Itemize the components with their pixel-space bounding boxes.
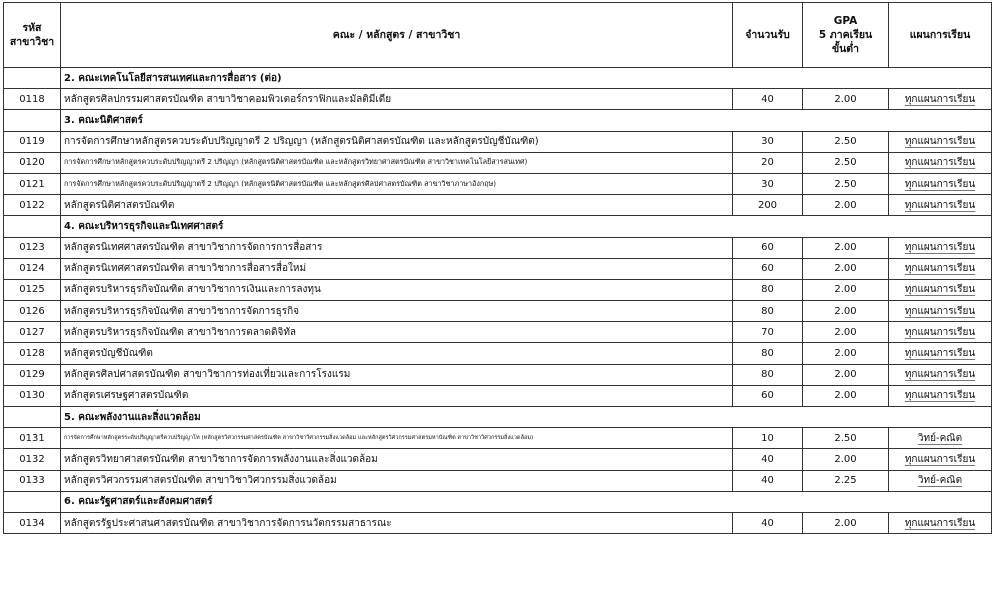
capacity-cell: 10 [733, 428, 803, 449]
header-gpa-line-2: 5 ภาคเรียน [818, 29, 873, 41]
program-name-cell: หลักสูตรรัฐประศาสนศาสตรบัณฑิต สาขาวิชาการจัดการนวัตกรรมสาธารณะ [61, 512, 733, 533]
code-cell: 0125 [4, 279, 61, 300]
table-row [4, 470, 992, 491]
code-cell: 0131 [4, 428, 61, 449]
header-plan: แผนการเรียน [889, 3, 992, 68]
plan-cell: ทุกแผนการเรียน [889, 385, 992, 406]
program-name-cell: หลักสูตรศิลปศาสตรบัณฑิต สาขาวิชาการท่องเที่ยวและการโรงแรม [61, 364, 733, 385]
section-header-row [4, 68, 992, 89]
gpa-cell: 2.25 [803, 470, 889, 491]
plan-cell: ทุกแผนการเรียน [889, 131, 992, 152]
program-name-cell: การจัดการศึกษาหลักสูตรควบระดับปริญญาตรี 2 ปริญญา (หลักสูตรนิติศาสตรบัณฑิต และหลักสูตรศิลปศาสตรบัณฑิต สาขาวิชาภาษาอังกฤษ) [61, 173, 733, 194]
table-row [4, 364, 992, 385]
program-name-cell: หลักสูตรบัญชีบัณฑิต [61, 343, 733, 364]
table-row [4, 512, 992, 533]
header-code [4, 3, 61, 68]
capacity-cell: 30 [733, 173, 803, 194]
gpa-cell: 2.00 [803, 322, 889, 343]
table-row [4, 343, 992, 364]
program-name-cell: หลักสูตรวิทยาศาสตรบัณฑิต สาขาวิชาการจัดการพลังงานและสิ่งแวดล้อม [61, 449, 733, 470]
table-row [4, 152, 992, 173]
capacity-cell: 20 [733, 152, 803, 173]
program-name-cell: หลักสูตรนิเทศศาสตรบัณฑิต สาขาวิชาการจัดการการสื่อสาร [61, 237, 733, 258]
program-name-cell: การจัดการศึกษาหลักสูตรควบระดับปริญญาตรี 2 ปริญญา (หลักสูตรนิติศาสตรบัณฑิต และหลักสูตรบัญชีบัณฑิต) [61, 131, 733, 152]
table-row [4, 195, 992, 216]
table-body [4, 68, 992, 534]
capacity-cell: 40 [733, 470, 803, 491]
header-gpa-line-3: ขั้นต่ำ [831, 43, 860, 55]
code-cell: 0121 [4, 173, 61, 194]
program-name-cell: การจัดการศึกษาหลักสูตรระดับปริญญาตรีควบปริญญาโท (หลักสูตรวิศวกรรมศาสตรบัณฑิต สาขาวิชาวิศวกรรมสิ่งแวดล้อม และหลักสูตรวิศวกรรมศาสตรมหาบัณฑิต สาขาวิชาวิศวกรรมสิ่งแวดล้อม) [61, 428, 733, 449]
section-title: 4. คณะบริหารธุรกิจและนิเทศศาสตร์ [61, 216, 992, 237]
code-cell: 0120 [4, 152, 61, 173]
program-name-cell: หลักสูตรนิเทศศาสตรบัณฑิต สาขาวิชาการสื่อสารสื่อใหม่ [61, 258, 733, 279]
plan-cell: ทุกแผนการเรียน [889, 512, 992, 533]
plan-cell: ทุกแผนการเรียน [889, 89, 992, 110]
plan-cell: ทุกแผนการเรียน [889, 258, 992, 279]
table-row [4, 258, 992, 279]
table-row [4, 385, 992, 406]
capacity-cell: 40 [733, 449, 803, 470]
gpa-cell: 2.50 [803, 173, 889, 194]
program-name-cell: หลักสูตรนิติศาสตรบัณฑิต [61, 195, 733, 216]
gpa-cell: 2.00 [803, 449, 889, 470]
code-cell: 0134 [4, 512, 61, 533]
capacity-cell: 40 [733, 89, 803, 110]
header-gpa-line-1: GPA [833, 15, 858, 27]
section-blank-cell [4, 491, 61, 512]
admission-table [3, 2, 992, 534]
table-row [4, 173, 992, 194]
program-name-cell: หลักสูตรศิลปกรรมศาสตรบัณฑิต สาขาวิชาคอมพิวเตอร์กราฟิกและมัลติมีเดีย [61, 89, 733, 110]
capacity-cell: 70 [733, 322, 803, 343]
section-title: 6. คณะรัฐศาสตร์และสังคมศาสตร์ [61, 491, 992, 512]
capacity-cell: 60 [733, 237, 803, 258]
code-cell: 0129 [4, 364, 61, 385]
gpa-cell: 2.00 [803, 258, 889, 279]
code-cell: 0126 [4, 301, 61, 322]
plan-cell: ทุกแผนการเรียน [889, 279, 992, 300]
gpa-cell: 2.50 [803, 131, 889, 152]
section-header-row [4, 216, 992, 237]
capacity-cell: 80 [733, 279, 803, 300]
header-gpa [803, 3, 889, 68]
capacity-cell: 30 [733, 131, 803, 152]
gpa-cell: 2.00 [803, 279, 889, 300]
plan-cell: ทุกแผนการเรียน [889, 343, 992, 364]
plan-cell: ทุกแผนการเรียน [889, 173, 992, 194]
gpa-cell: 2.00 [803, 237, 889, 258]
code-cell: 0124 [4, 258, 61, 279]
plan-cell: ทุกแผนการเรียน [889, 237, 992, 258]
capacity-cell: 80 [733, 301, 803, 322]
gpa-cell: 2.00 [803, 89, 889, 110]
table-row [4, 89, 992, 110]
plan-cell: ทุกแผนการเรียน [889, 301, 992, 322]
gpa-cell: 2.00 [803, 195, 889, 216]
gpa-cell: 2.00 [803, 301, 889, 322]
header-code-line-2: สาขาวิชา [9, 36, 55, 48]
plan-cell: ทุกแผนการเรียน [889, 322, 992, 343]
gpa-cell: 2.50 [803, 428, 889, 449]
program-name-cell: หลักสูตรเศรษฐศาสตรบัณฑิต [61, 385, 733, 406]
capacity-cell: 60 [733, 385, 803, 406]
plan-cell: วิทย์-คณิต [889, 428, 992, 449]
capacity-cell: 60 [733, 258, 803, 279]
program-name-cell: การจัดการศึกษาหลักสูตรควบระดับปริญญาตรี 2 ปริญญา (หลักสูตรนิติศาสตรบัณฑิต และหลักสูตรวิทยาศาสตรบัณฑิต สาขาวิชาเทคโนโลยีสารสนเทศ) [61, 152, 733, 173]
code-cell: 0123 [4, 237, 61, 258]
gpa-cell: 2.00 [803, 364, 889, 385]
table-row [4, 322, 992, 343]
gpa-cell: 2.00 [803, 343, 889, 364]
program-name-cell: หลักสูตรบริหารธุรกิจบัณฑิต สาขาวิชาการจัดการธุรกิจ [61, 301, 733, 322]
header-code-line-1: รหัส [22, 22, 42, 34]
gpa-cell: 2.00 [803, 512, 889, 533]
table-row [4, 428, 992, 449]
header-program: คณะ / หลักสูตร / สาขาวิชา [61, 3, 733, 68]
admission-table-container [3, 2, 992, 534]
section-header-row [4, 110, 992, 131]
section-blank-cell [4, 110, 61, 131]
code-cell: 0130 [4, 385, 61, 406]
section-title: 3. คณะนิติศาสตร์ [61, 110, 992, 131]
section-blank-cell [4, 68, 61, 89]
section-blank-cell [4, 216, 61, 237]
section-title: 5. คณะพลังงานและสิ่งแวดล้อม [61, 407, 992, 428]
gpa-cell: 2.00 [803, 385, 889, 406]
program-name-cell: หลักสูตรบริหารธุรกิจบัณฑิต สาขาวิชาการเงินและการลงทุน [61, 279, 733, 300]
table-row [4, 279, 992, 300]
capacity-cell: 80 [733, 343, 803, 364]
section-header-row [4, 491, 992, 512]
code-cell: 0133 [4, 470, 61, 491]
plan-cell: ทุกแผนการเรียน [889, 364, 992, 385]
capacity-cell: 80 [733, 364, 803, 385]
section-header-row [4, 407, 992, 428]
header-row [4, 3, 992, 68]
code-cell: 0119 [4, 131, 61, 152]
section-title: 2. คณะเทคโนโลยีสารสนเทศและการสื่อสาร (ต่อ) [61, 68, 992, 89]
table-row [4, 449, 992, 470]
code-cell: 0122 [4, 195, 61, 216]
table-row [4, 131, 992, 152]
code-cell: 0127 [4, 322, 61, 343]
code-cell: 0118 [4, 89, 61, 110]
plan-cell: ทุกแผนการเรียน [889, 195, 992, 216]
program-name-cell: หลักสูตรวิศวกรรมศาสตรบัณฑิต สาขาวิชาวิศวกรรมสิ่งแวดล้อม [61, 470, 733, 491]
capacity-cell: 200 [733, 195, 803, 216]
table-row [4, 237, 992, 258]
gpa-cell: 2.50 [803, 152, 889, 173]
plan-cell: ทุกแผนการเรียน [889, 449, 992, 470]
section-blank-cell [4, 407, 61, 428]
plan-cell: ทุกแผนการเรียน [889, 152, 992, 173]
program-name-cell: หลักสูตรบริหารธุรกิจบัณฑิต สาขาวิชาการตลาดดิจิทัล [61, 322, 733, 343]
plan-cell: วิทย์-คณิต [889, 470, 992, 491]
header-capacity: จำนวนรับ [733, 3, 803, 68]
table-row [4, 301, 992, 322]
code-cell: 0128 [4, 343, 61, 364]
code-cell: 0132 [4, 449, 61, 470]
capacity-cell: 40 [733, 512, 803, 533]
